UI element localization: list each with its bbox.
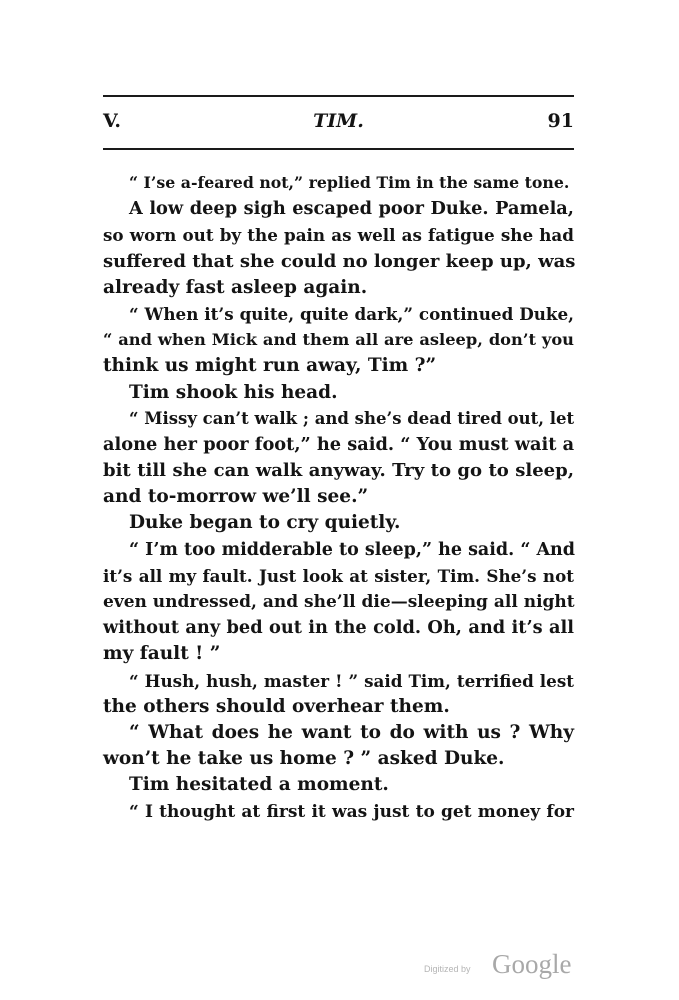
text-line: “ Hush, hush, master ! ” said Tim, terrified lest [129,670,574,691]
watermark-prefix: Digitized by [424,964,471,974]
chapter-number: V. [103,110,122,132]
text-line: so worn out by the pain as well as fatigue she had [103,225,574,246]
header-bottom-rule [103,148,574,150]
text-line: “ Missy can’t walk ; and she’s dead tired out, let [129,408,575,428]
text-line: it’s all my fault. Just look at sister, Tim. She’s not [103,565,574,586]
text-line: “ and when Mick and them all are asleep, don’t you [103,330,574,350]
text-line: won’t he take us home ? ” asked Duke. [103,748,505,770]
text-line: Tim shook his head. [129,381,338,403]
running-title: TIM. [313,110,364,132]
header-top-rule [103,95,574,97]
text-line: Duke began to cry quietly. [129,512,401,534]
text-line: “ I’se a-feared not,” replied Tim in the same tone. [129,173,570,192]
digitization-watermark [424,946,584,980]
body-text [103,170,574,825]
text-line: “ What does he want to do with us ? Why [129,721,574,743]
text-line: “ I thought at first it was just to get money for [129,801,574,822]
text-line: the others should overhear them. [103,695,450,717]
google-logo: Google [492,949,572,979]
text-line: alone her poor foot,” he said. “ You must wait a [103,433,575,455]
text-line: bit till she can walk anyway. Try to go to sleep, [103,460,574,482]
text-line: my fault ! ” [103,643,221,665]
text-line: even undressed, and she’ll die—sleeping all night [103,592,575,612]
text-line: suffered that she could no longer keep up, was [103,250,576,272]
text-line: already fast asleep again. [103,276,368,298]
text-line: think us might run away, Tim ?” [103,355,437,377]
page-number: 91 [547,110,574,132]
text-line: Tim hesitated a moment. [129,774,389,796]
text-line: “ I’m too midderable to sleep,” he said. “ And [129,539,576,560]
text-line: and to-morrow we’ll see.” [103,486,369,508]
running-header [103,110,574,136]
text-line: A low deep sigh escaped poor Duke. Pamela, [129,198,574,220]
text-line: without any bed out in the cold. Oh, and it’s all [103,617,574,639]
text-line: “ When it’s quite, quite dark,” continued Duke, [129,303,574,324]
